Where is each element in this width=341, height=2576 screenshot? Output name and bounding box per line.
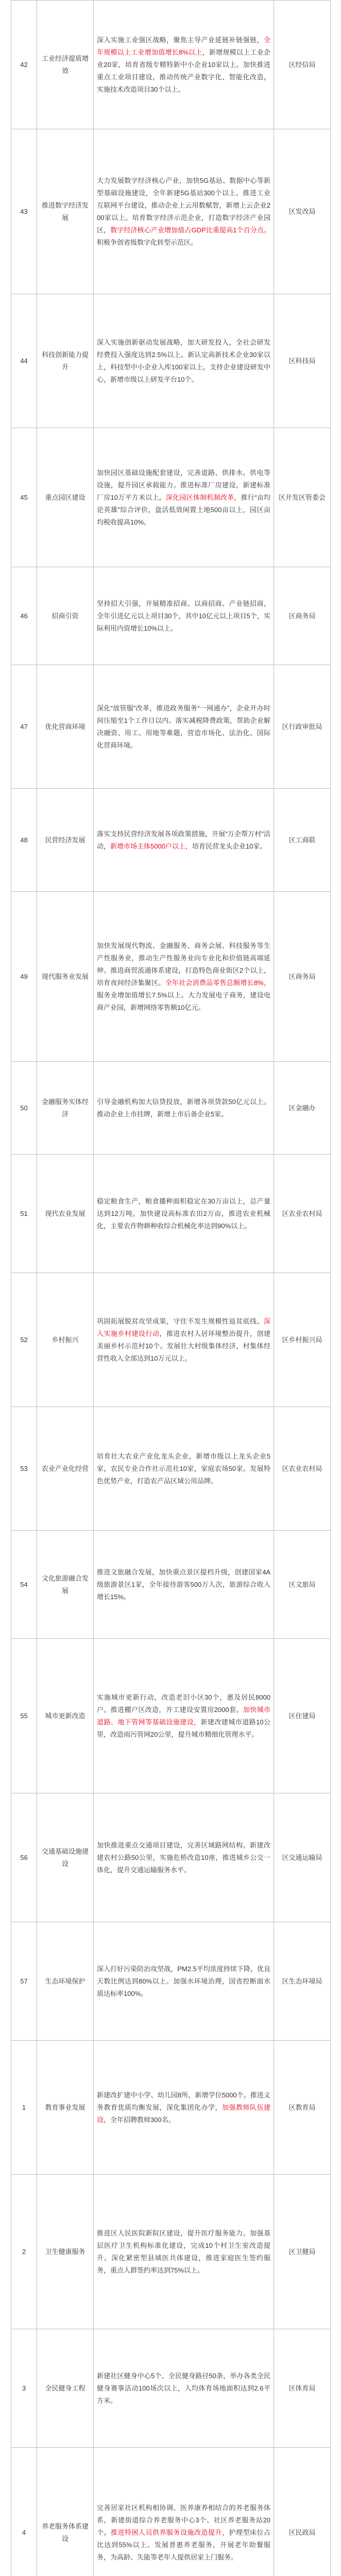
description-text: 积极争创省级数字化转型示范区。 (97, 238, 198, 246)
row-number: 48 (11, 789, 37, 892)
task-description (94, 294, 274, 428)
description-text: 落实支持民营经济发展各项政策措施，开展“万企帮万村”活动， (97, 829, 270, 850)
responsible-unit: 区金融办 (274, 1062, 331, 1155)
task-name: 卫生健康服务 (37, 2175, 94, 2329)
task-name: 金融服务实体经济 (37, 1062, 94, 1155)
highlight-text: 全年规模以上工业增加值增长8%以上， (97, 36, 270, 56)
description-text: 大力发展数字经济核心产业，加快5G基站、数据中心等新型基础设施建设，全年新建5G基站300个以上。推进工业互联网平台建设，推动企业上云用数赋智，新增上云企业200家以上。培育数字经济示范企业，打造数字经济产业园区， (97, 176, 270, 234)
description-text: 培育壮大农业产业化龙头企业，新增市级以上龙头企业5家，农民专业合作社示范社10家，家庭农场50家。发展特色优势产业，打造农产品区域公用品牌。 (97, 1452, 270, 1485)
table-row (11, 1407, 331, 1531)
task-description (94, 789, 274, 892)
highlight-text: 新增市场主体5000户以上， (110, 842, 192, 850)
task-description (94, 1639, 274, 1793)
task-description (94, 1, 274, 129)
task-description (94, 1273, 274, 1407)
description-text: 全年招聘教师300名。 (110, 2115, 175, 2124)
task-name: 民营经济发展 (37, 789, 94, 892)
row-number: 43 (11, 129, 37, 294)
responsible-unit: 区乡村振兴局 (274, 1273, 331, 1407)
responsible-unit: 区工商联 (274, 789, 331, 892)
row-number: 50 (11, 1062, 37, 1155)
table-row (11, 2041, 331, 2175)
description-text: 完善居家社区机构相协调、医养康养相结合的养老服务体系，新建街道综合养老服务中心3个、社区养老服务站20个。 (97, 2503, 270, 2536)
task-description (94, 1922, 274, 2041)
row-number: 47 (11, 665, 37, 789)
row-number: 57 (11, 1922, 37, 2041)
description-text: 稳定粮食生产，粮食播种面积稳定在30万亩以上，总产量达到12万吨。加快建设高标准农田2万亩，推进农业机械化，主要农作物耕种收综合机械化率达到90%以上。 (97, 1197, 270, 1230)
task-name: 重点园区建设 (37, 428, 94, 567)
description-text: 培育民营龙头企业10家。 (192, 842, 267, 850)
description-text: 新建改建城市道路10公里，改造雨污管网20公里，提升城市精细化管理水平。 (97, 1718, 270, 1738)
highlight-text: 数字经济核心产业增加值占GDP比重提高1个百分点。 (110, 226, 270, 234)
task-name: 养老服务体系建设 (37, 2448, 94, 2576)
table-row (11, 428, 331, 567)
highlight-text: 深化园区体制机制改革， (165, 493, 241, 501)
task-description (94, 567, 274, 665)
description-text: 推进区人民医院新院区建设，提升医疗服务能力。加强基层医疗卫生机构标准化建设，完成10个村卫生室改造提升。深化紧密型县域医共体建设，推进家庭医生签约服务，重点人群签约率达到75%以上。 (97, 2229, 270, 2274)
responsible-unit: 区民政局 (274, 2448, 331, 2576)
row-number: 44 (11, 294, 37, 428)
responsible-unit: 区体育局 (274, 2329, 331, 2448)
responsible-unit: 区教育局 (274, 2041, 331, 2175)
row-number: 45 (11, 428, 37, 567)
row-number: 51 (11, 1155, 37, 1273)
responsible-unit: 区文旅局 (274, 1531, 331, 1639)
table-row (11, 665, 331, 789)
responsible-unit: 区发改局 (274, 129, 331, 294)
table-row (11, 1, 331, 129)
task-name: 全民健身工程 (37, 2329, 94, 2448)
row-number: 55 (11, 1639, 37, 1793)
highlight-text: 深入实施乡村建设行动， (97, 1317, 270, 1337)
task-name: 现代服务业发展 (37, 892, 94, 1062)
responsible-unit: 区科技局 (274, 294, 331, 428)
description-text: 加快推进重点交通项目建设，完善区域路网结构。新建改建农村公路50公里，实施危桥改造10座，推进城乡公交一体化，提升交通运输服务水平。 (97, 1841, 270, 1874)
description-text: 推进文旅融合发展，加快重点景区提档升级，创建国家4A级旅游景区1家，全年接待游客500万人次，旅游综合收入增长15%。 (97, 1568, 270, 1601)
description-text: 新建改扩建中小学、幼儿园8所，新增学位5000个。推进义务教育优质均衡发展，深化集团化办学， (97, 2091, 270, 2111)
description-text: 深入打好污染防治攻坚战，PM2.5平均浓度持续下降，优良天数比例达到80%以上。加强水环境治理，国省控断面水质达标率100%。 (97, 1964, 270, 1997)
responsible-unit: 区住建局 (274, 1639, 331, 1793)
table-row (11, 1793, 331, 1922)
description-text: 引导金融机构加大信贷投放，新增各项贷款50亿元以上。推动企业上市挂牌，新增上市后备企业5家。 (97, 1097, 270, 1118)
responsible-unit: 区农业农村局 (274, 1155, 331, 1273)
description-text: 深入实施工业强区战略，聚焦主导产业延链补链强链， (97, 36, 264, 44)
table-row (11, 2448, 331, 2576)
task-description (94, 1407, 274, 1531)
table-row (11, 294, 331, 428)
highlight-text: 加强教师队伍建设， (97, 2103, 270, 2124)
responsible-unit: 区生态环境局 (274, 1922, 331, 2041)
task-name: 交通基础设施建设 (37, 1793, 94, 1922)
row-number: 2 (11, 2175, 37, 2329)
task-name: 招商引资 (37, 567, 94, 665)
task-description (94, 1793, 274, 1922)
task-description (94, 428, 274, 567)
row-number: 4 (11, 2448, 37, 2576)
task-name: 现代农业发展 (37, 1155, 94, 1273)
description-text: 推进农村人居环境整治提升，创建美丽乡村示范村10个。发展壮大村级集体经济，村集体经营性收入全部达到10万元以上。 (97, 1329, 270, 1362)
description-text: 新增规模以上工业企业20家，培育省级专精特新中小企业10家以上。加快推进重点工业项目建设，推动传统产业数字化、智能化改造，实施技术改造项目30个以上。 (97, 48, 270, 93)
description-text: 深化“放管服”改革，推进政务服务“一网通办”，企业开办时间压缩至1个工作日以内。落实减税降费政策，帮助企业解决融资、用工、用地等难题，营造市场化、法治化、国际化营商环境。 (97, 704, 270, 749)
responsible-unit: 区开发区管委会 (274, 428, 331, 567)
task-name: 科技创新能力提升 (37, 294, 94, 428)
table-row (11, 2329, 331, 2448)
description-text: 新建社区健身中心5个、全民健身路径50条，举办各类全民健身赛事活动100场次以上，人均体育场地面积达到2.6平方米。 (97, 2371, 270, 2404)
task-name: 教育事业发展 (37, 2041, 94, 2175)
task-name: 农业产业化经营 (37, 1407, 94, 1531)
row-number: 46 (11, 567, 37, 665)
description-text: 实施城市更新行动，改造老旧小区30个，惠及居民8000户。推进棚户区改造，开工建设安置房2000套。 (97, 1693, 270, 1714)
highlight-text: 加快城市道路、地下管网等基础设施建设， (97, 1705, 270, 1726)
task-description (94, 1531, 274, 1639)
table-row (11, 1273, 331, 1407)
task-name: 推进数字经济发展 (37, 129, 94, 294)
description-text: 推行“亩均论英雄”综合评价，盘活低效闲置土地500亩以上，园区亩均税收提高10%。 (97, 493, 270, 526)
table-row (11, 129, 331, 294)
responsible-unit: 区商务局 (274, 892, 331, 1062)
task-description (94, 2329, 274, 2448)
task-description (94, 1062, 274, 1155)
responsible-unit: 区农业农村局 (274, 1407, 331, 1531)
task-description (94, 129, 274, 294)
highlight-text: 全年社会消费品零售总额增长8%， (165, 978, 270, 987)
task-description (94, 2448, 274, 2576)
task-name: 乡村振兴 (37, 1273, 94, 1407)
task-table (11, 0, 331, 2576)
responsible-unit: 区商务局 (274, 567, 331, 665)
task-name: 城市更新改造 (37, 1639, 94, 1793)
task-description (94, 665, 274, 789)
table-row (11, 892, 331, 1062)
description-text: 深入实施创新驱动发展战略，加大研发投入，全社会研发经费投入强度达到2.5%以上。新认定高新技术企业30家以上，科技型中小企业入库100家以上。支持企业建设研发中心，新增市级以上研发平台10个。 (97, 338, 270, 383)
description-text: 加快园区基础设施配套建设，完善道路、供排水、供电等设施，提升园区承载能力。推进标准厂房建设，新建标准厂房10万平方米以上。 (97, 468, 270, 501)
responsible-unit: 区交通运输局 (274, 1793, 331, 1922)
row-number: 49 (11, 892, 37, 1062)
responsible-unit: 区卫健局 (274, 2175, 331, 2329)
task-name: 文化旅游融合发展 (37, 1531, 94, 1639)
description-text: 加快发展现代物流、金融服务、商务会展、科技服务等生产性服务业，推动生产性服务业向专业化和价值链高端延伸。推进商贸流通体系建设，打造特色商业街区2个以上，培育夜间经济集聚区。 (97, 941, 270, 987)
description-text: 巩固拓展脱贫攻坚成果，守住不发生规模性返贫底线。 (97, 1317, 264, 1325)
table-row (11, 1062, 331, 1155)
task-description (94, 2175, 274, 2329)
responsible-unit: 区经信局 (274, 1, 331, 129)
table-row (11, 1639, 331, 1793)
table-row (11, 1155, 331, 1273)
responsible-unit: 区行政审批局 (274, 665, 331, 789)
description-text: 护理型床位占比达到55%以上。发展普惠养老服务，开展老年助餐服务，为高龄、失能等老年人提供居家上门服务。 (97, 2528, 270, 2561)
row-number: 56 (11, 1793, 37, 1922)
row-number: 52 (11, 1273, 37, 1407)
description-text: 坚持招大引强，开展精准招商、以商招商、产业链招商，全年引进亿元以上项目30个，其中10亿元以上项目5个，实际利用内资增长10%以上。 (97, 599, 270, 632)
table-row (11, 789, 331, 892)
table-row (11, 1922, 331, 2041)
row-number: 53 (11, 1407, 37, 1531)
row-number: 42 (11, 1, 37, 129)
highlight-text: 推进特困人员供养服务设施改造提升， (111, 2528, 229, 2536)
table-row (11, 567, 331, 665)
row-number: 1 (11, 2041, 37, 2175)
table-row (11, 2175, 331, 2329)
row-number: 3 (11, 2329, 37, 2448)
description-text: 服务业增加值增长7.5%以上。大力发展电子商务，建设电商产业园，新增网络零售额10亿元。 (97, 991, 270, 1011)
task-name: 工业经济提质增效 (37, 1, 94, 129)
task-description (94, 892, 274, 1062)
row-number: 54 (11, 1531, 37, 1639)
task-description (94, 1155, 274, 1273)
table-row (11, 1531, 331, 1639)
task-name: 优化营商环境 (37, 665, 94, 789)
task-description (94, 2041, 274, 2175)
task-name: 生态环境保护 (37, 1922, 94, 2041)
